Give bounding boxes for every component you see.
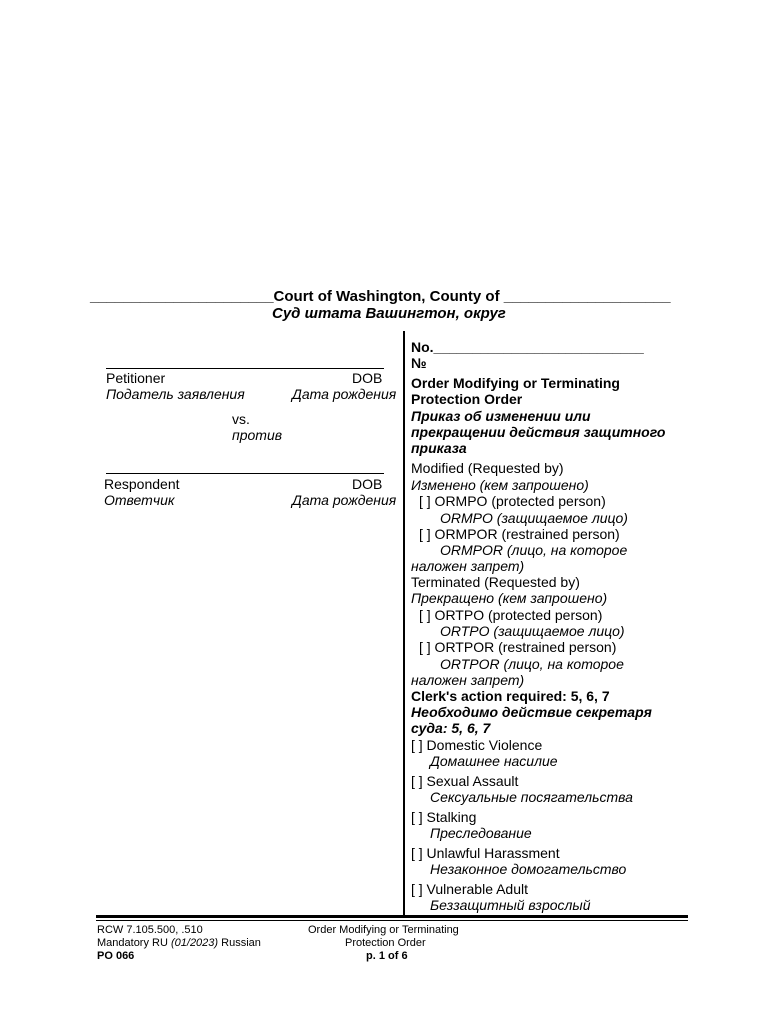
vs-label-ru: против: [232, 427, 283, 443]
ortpor-checkbox[interactable]: [ ] ORTPOR (restrained person): [419, 639, 617, 655]
vs-label: vs.: [232, 411, 250, 427]
case-number: No.___________________________: [411, 339, 644, 355]
ortpo-checkbox[interactable]: [ ] ORTPO (protected person): [419, 607, 603, 623]
order-title-ru-3: приказа: [411, 440, 467, 456]
modified-label-ru: Изменено (кем запрошено): [411, 477, 589, 493]
footer-title-2: Protection Order: [345, 937, 426, 949]
domestic-violence-checkbox[interactable]: [ ] Domestic Violence: [411, 737, 543, 753]
footer-title-1: Order Modifying or Terminating: [308, 924, 459, 936]
order-title-ru-2: прекращении действия защитного: [411, 424, 666, 440]
stalking-checkbox[interactable]: [ ] Stalking: [411, 809, 477, 825]
respondent-dob-label-ru: Дата рождения: [292, 492, 397, 508]
footer-mandatory-date: (01/2023): [170, 937, 219, 949]
vertical-divider: [403, 331, 405, 915]
court-line: ______________________Court of Washington, County of ____________________: [90, 288, 671, 305]
footer-mandatory: [97, 937, 261, 949]
clerk-action-ru-1: Необходимо действие секретаря: [411, 704, 652, 720]
footer-mandatory-a: Mandatory RU: [97, 937, 171, 949]
order-title-ru-1: Приказ об изменении или: [411, 408, 591, 424]
respondent-label: Respondent: [104, 476, 180, 492]
footer-form-number: PO 066: [97, 950, 135, 962]
domestic-violence-ru: Домашнее насилие: [430, 753, 558, 769]
case-number-ru: №: [411, 355, 427, 371]
vulnerable-adult-ru: Беззащитный взрослый: [430, 897, 591, 913]
footer-page-number: p. 1 of 6: [366, 950, 408, 962]
unlawful-harassment-checkbox[interactable]: [ ] Unlawful Harassment: [411, 845, 560, 861]
terminated-label-ru: Прекращено (кем запрошено): [411, 590, 608, 606]
ortpo-checkbox-ru: ORTPO (защищаемое лицо): [440, 623, 625, 639]
terminated-label: Terminated (Requested by): [411, 574, 580, 590]
order-title-1: Order Modifying or Terminating: [411, 375, 620, 391]
petitioner-dob-label-ru: Дата рождения: [292, 386, 397, 402]
court-line-ru: Суд штата Вашингтон, округ: [272, 305, 506, 322]
footer-rule-thick: [96, 915, 688, 918]
ormpo-checkbox-ru: ORMPO (защищаемое лицо): [440, 510, 628, 526]
ormpor-checkbox-ru-2: наложен запрет): [411, 558, 525, 574]
footer-mandatory-b: Russian: [218, 937, 261, 949]
stalking-ru: Преследование: [430, 825, 532, 841]
petitioner-line: [106, 368, 384, 369]
petitioner-dob-label: DOB: [352, 370, 383, 386]
ormpo-checkbox[interactable]: [ ] ORMPO (protected person): [419, 493, 606, 509]
clerk-action-ru-2: суда: 5, 6, 7: [411, 720, 491, 736]
modified-label: Modified (Requested by): [411, 460, 564, 476]
ormpor-checkbox-ru-1: ORMPOR (лицо, на которое: [440, 542, 628, 558]
footer-rcw: RCW 7.105.500, .510: [97, 924, 203, 936]
ortpor-checkbox-ru-1: ORTPOR (лицо, на которое: [440, 656, 624, 672]
vulnerable-adult-checkbox[interactable]: [ ] Vulnerable Adult: [411, 881, 529, 897]
order-title-2: Protection Order: [411, 391, 523, 407]
petitioner-label-ru: Податель заявления: [106, 386, 245, 402]
ormpor-checkbox[interactable]: [ ] ORMPOR (restrained person): [419, 526, 620, 542]
ortpor-checkbox-ru-2: наложен запрет): [411, 672, 525, 688]
respondent-label-ru: Ответчик: [104, 492, 175, 508]
petitioner-label: Petitioner: [106, 370, 166, 386]
footer-rule-thin: [96, 920, 688, 921]
unlawful-harassment-ru: Незаконное домогательство: [430, 861, 627, 877]
sexual-assault-checkbox[interactable]: [ ] Sexual Assault: [411, 773, 519, 789]
sexual-assault-ru: Сексуальные посягательства: [430, 789, 633, 805]
respondent-dob-label: DOB: [352, 476, 383, 492]
respondent-line: [106, 473, 384, 474]
clerk-action: Clerk's action required: 5, 6, 7: [411, 688, 610, 704]
